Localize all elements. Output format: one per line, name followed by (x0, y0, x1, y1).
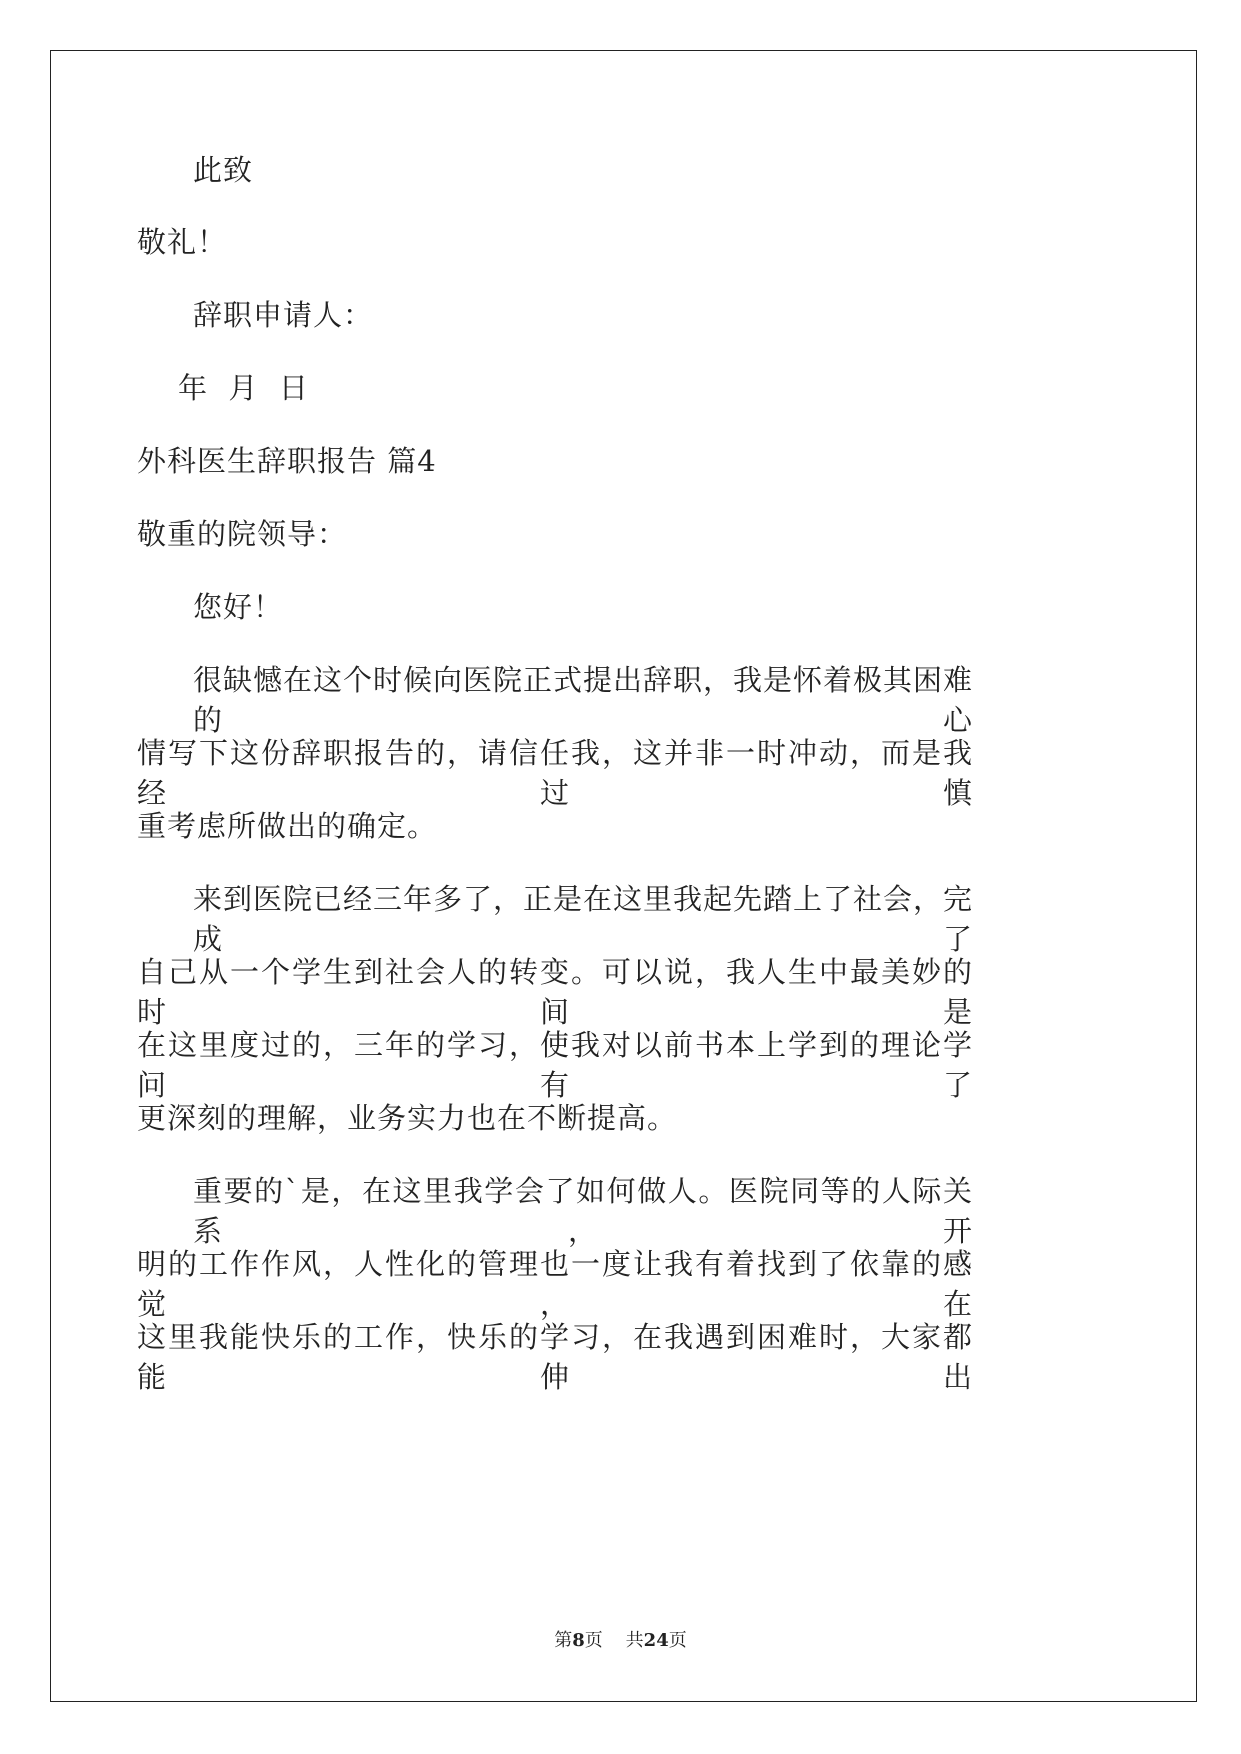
paragraph-line: 明的工作作风，人性化的管理也一度让我有着找到了依靠的感觉，在 (137, 1247, 973, 1321)
paragraph-line: 更深刻的理解，业务实力也在不断提高。 (137, 1101, 678, 1135)
paragraph-line: 情写下这份辞职报告的，请信任我，这并非一时冲动，而是我经过慎 (137, 736, 973, 810)
greeting-line: 您好！ (193, 590, 284, 624)
page-number: 8 (572, 1630, 585, 1651)
closing-line: 此致 (193, 153, 254, 187)
paragraph-line: 重考虑所做出的确定。 (137, 809, 438, 843)
paragraph-line: 很缺憾在这个时候向医院正式提出辞职，我是怀着极其困难的心 (193, 663, 974, 737)
date-line: 年 月 日 (178, 371, 309, 405)
section-heading: 外科医生辞职报告 篇4 (137, 444, 437, 478)
page-prefix: 第 (554, 1630, 573, 1651)
total-suffix: 页 (668, 1630, 687, 1651)
salutation-line: 敬礼！ (137, 225, 228, 259)
total-pages: 24 (643, 1630, 669, 1651)
paragraph-line: 重要的`是，在这里我学会了如何做人。医院同等的人际关系，开 (193, 1174, 973, 1248)
paragraph-line: 自己从一个学生到社会人的转变。可以说，我人生中最美妙的时间是 (137, 955, 973, 1029)
paragraph-line: 这里我能快乐的工作，快乐的学习，在我遇到困难时，大家都能伸出 (137, 1320, 973, 1394)
page-suffix: 页 (584, 1630, 603, 1651)
addressee-line: 敬重的院领导： (137, 517, 348, 551)
paragraph-line: 来到医院已经三年多了，正是在这里我起先踏上了社会，完成了 (193, 882, 974, 956)
total-prefix: 共 (625, 1630, 644, 1651)
page-footer (0, 1629, 1241, 1653)
signature-label: 辞职申请人： (193, 298, 374, 332)
paragraph-line: 在这里度过的，三年的学习，使我对以前书本上学到的理论学问有了 (137, 1028, 973, 1102)
